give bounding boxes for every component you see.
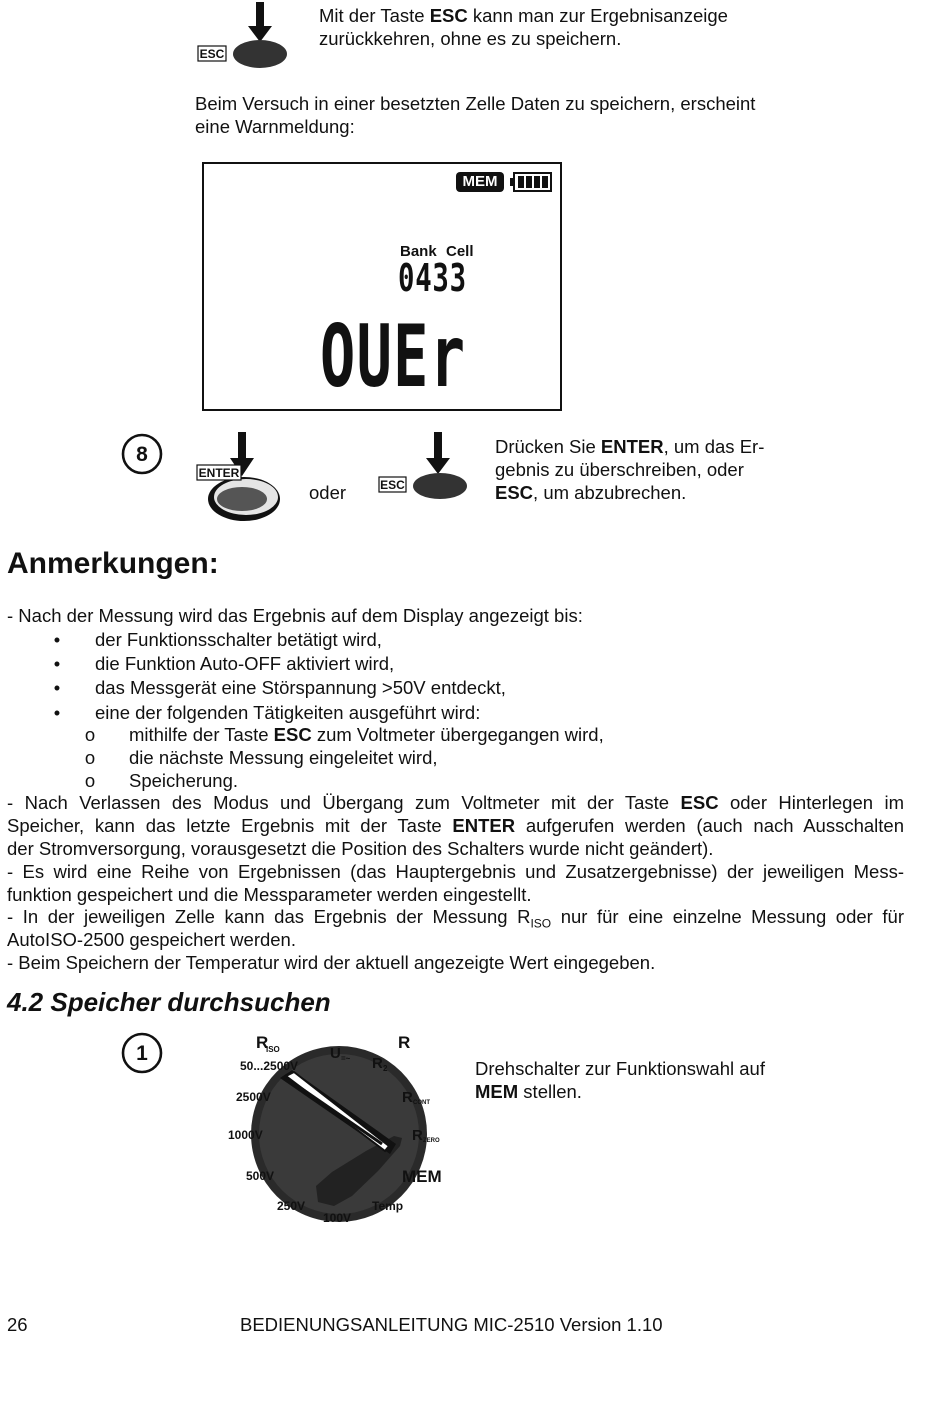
dial-u-sub: =~ [341,1054,351,1063]
dial-r-label: R [398,1033,411,1052]
bullet-item [0,652,900,675]
dial-instruction-post: stellen. [518,1081,582,1102]
esc-key-label: ESC [199,47,225,61]
bullet-text: eine der folgenden Tätigkeiten ausgeführt wird: [95,702,481,723]
or-label: oder [309,482,347,503]
enter-key-label: ENTER [198,466,240,480]
esc-button-illustration [196,2,296,72]
step-1-number: 1 [136,1042,148,1065]
sub-bullet-marker: o [84,724,96,745]
bullet-marker: • [53,677,61,698]
dial-instruction-line1: Drehschalter zur Funktionswahl auf [475,1058,765,1079]
sub-bullet-text: Speicherung. [129,770,239,791]
p2-l1-pre: - Nach Verlassen des Modus und Übergang zum Voltmeter mit der Taste [7,792,681,813]
sub-bullet-marker: o [84,770,96,791]
sub-bullet-text: die nächste Messung eingeleitet wird, [129,747,438,768]
dial-instruction-line2 [475,1080,582,1103]
sub-bullet-text [129,723,604,746]
esc-description-line1 [319,4,728,27]
dial-rcont-sub: CONT [413,1100,430,1106]
dial-rzero-label: R [412,1127,423,1144]
dial-instruction-bold: MEM [475,1081,519,1102]
enter-button-illustration [196,432,286,524]
page-number: 26 [7,1314,28,1335]
dial-riso-label: R [256,1033,269,1052]
dial-r2-label: R [372,1055,383,1072]
esc-button-illustration-2 [378,432,474,504]
sub-bullet-item [0,723,900,746]
footer-title: BEDIENUNGSANLEITUNG MIC-2510 Version 1.10 [240,1314,663,1335]
step8-text-bold: ENTER [600,436,664,457]
sub1-bold: ESC [273,724,312,745]
esc-desc-text: Mit der Taste [319,5,430,26]
bullet-text: der Funktionsschalter betätigt wird, [95,629,382,650]
esc-key-label-2: ESC [380,478,405,492]
section-4-2-heading: 4.2 Speicher durchsuchen [7,987,331,1017]
bullet-item [0,676,900,699]
p2-l2-post: aufgerufen werden (auch nach Ausschalten [515,815,905,836]
p4-l1-pre: - In der jeweiligen Zelle kann das Ergebnis der Messung R [7,906,531,927]
bullet-item [0,701,900,724]
dial-riso-sub: ISO [266,1045,280,1054]
p2-l2-bold: ENTER [452,815,516,836]
dial-range-50-2500: 50...2500V [240,1059,299,1073]
bullet-item [0,628,900,651]
dial-100v-label: 100V [323,1211,352,1225]
dial-1000v-label: 1000V [228,1128,263,1142]
dial-rzero-sub: ZERO [423,1138,440,1144]
sub1-post: zum Voltmeter übergegangen wird, [311,724,604,745]
note-p3-line2: funktion gespeichert und die Messparameter werden eingestellt. [7,884,532,905]
dial-mem-label: MEM [402,1167,442,1186]
bullet-marker: • [53,702,61,723]
bullet-marker: • [53,629,61,650]
sub-bullet-marker: o [84,747,96,768]
p2-l2-pre: Speicher, kann das letzte Ergebnis mit der Taste [7,815,453,836]
sub-bullet-item [0,769,900,792]
step8-text-line3-bold: ESC [495,482,534,503]
dial-2500v-label: 2500V [236,1090,271,1104]
bullet-text: die Funktion Auto-OFF aktiviert wird, [95,653,395,674]
note-p5: - Beim Speichern der Temperatur wird der aktuell angezeigte Wert eingegeben. [7,952,656,973]
p2-l1-post: oder Hinterlegen im [718,792,904,813]
p4-l1-post: nur für eine einzelne Messung oder für [551,906,904,927]
step8-text-line2: gebnis zu überschreiben, oder [495,459,744,480]
p4-l1-sub: ISO [530,916,552,931]
esc-desc-bold: ESC [429,5,468,26]
note-p2-line2 [7,814,904,837]
step8-text-pre: Drücken Sie [495,436,601,457]
step8-text-post: , um das Er- [663,436,765,457]
note-p4-line2: AutoISO-2500 gespeichert werden. [7,929,296,950]
notes-intro: - Nach der Messung wird das Ergebnis auf dem Display angezeigt bis: [7,605,583,626]
step8-text-line3 [495,481,686,504]
dial-u-label: U [330,1045,341,1062]
note-p2-line3: der Stromversorgung, vorausgesetzt die Position des Schalters wurde nicht geändert). [7,838,714,859]
step8-text-line3-post: , um abzubrechen. [533,482,687,503]
note-p3-line1: - Es wird eine Reihe von Ergebnissen (das Hauptergebnis und Zusatzergebnisse) der jeweiligen Mess- [7,861,904,882]
dial-250v-label: 250V [277,1199,306,1213]
bank-cell-digits: 0433 [398,256,467,300]
lcd-big-message: OUEr [320,307,467,407]
dial-500v-label: 500V [246,1169,275,1183]
dial-rcont-label: R [402,1089,413,1106]
esc-desc-text-post: kann man zur Ergebnisanzeige [467,5,728,26]
step-1-badge [121,1032,163,1074]
step8-text-line1 [495,435,764,458]
note-p4-line1 [7,905,904,931]
function-rotary-dial [226,1026,452,1230]
sub-bullet-item [0,746,900,769]
notes-heading: Anmerkungen: [7,547,219,580]
dial-r2-sub: 2 [383,1064,388,1073]
note-p2-line1 [7,791,904,814]
dial-temp-label: Temp [372,1199,404,1213]
mem-badge: MEM [456,172,504,192]
warning-intro-line1: Beim Versuch in einer besetzten Zelle Daten zu speichern, erscheint [195,93,756,114]
p2-l1-bold: ESC [680,792,719,813]
sub1-pre: mithilfe der Taste [129,724,274,745]
battery-icon [510,172,552,192]
bullet-text: das Messgerät eine Störspannung >50V entdeckt, [95,677,506,698]
esc-description-line2: zurückkehren, ohne es zu speichern. [319,28,622,49]
cell-label: Cell [446,243,474,260]
bank-label: Bank [400,243,437,260]
lcd-display [202,162,562,411]
warning-intro-line2: eine Warnmeldung: [195,116,355,137]
step-8-number: 8 [136,443,148,466]
bullet-marker: • [53,653,61,674]
step-8-badge [121,433,163,475]
